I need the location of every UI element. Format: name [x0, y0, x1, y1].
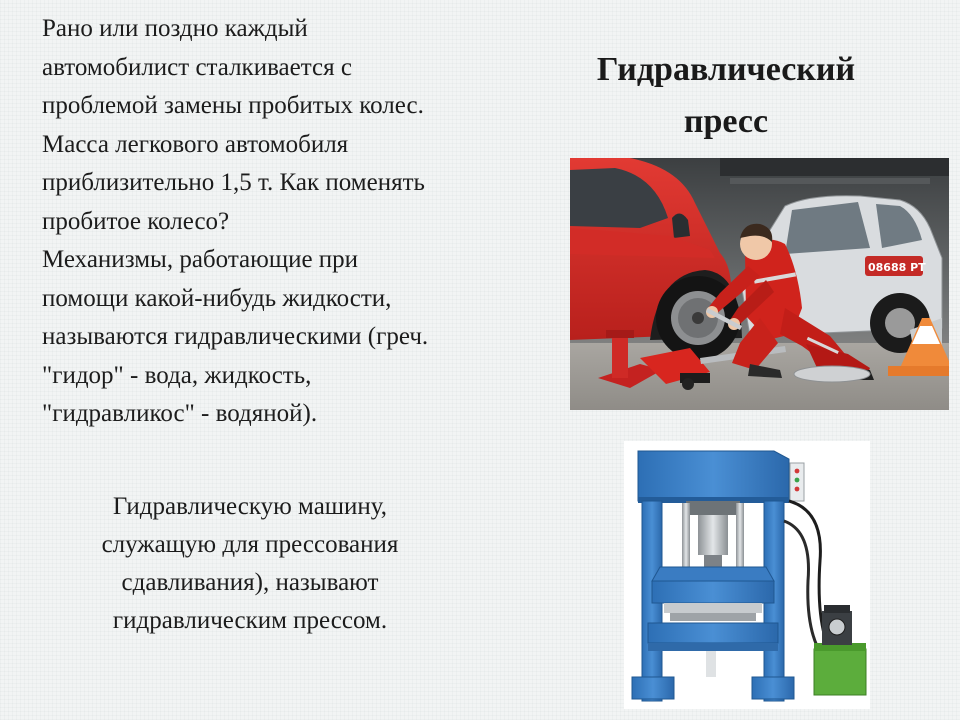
definition-line: гидравлическим прессом.	[112, 607, 388, 634]
intro-text	[42, 10, 552, 434]
definition-line: сдавливания), называют	[121, 569, 379, 596]
intro-line: помощи какой-нибудь жидкости,	[42, 284, 392, 312]
intro-line: автомобилист сталкивается с	[42, 53, 352, 81]
mechanic-changing-wheel-photo	[570, 158, 949, 410]
definition-line: Гидравлическую машину,	[112, 493, 388, 520]
title-line: Гидравлический	[596, 51, 856, 88]
intro-line: проблемой замены пробитых колес.	[42, 92, 424, 119]
title-line: пресс	[683, 103, 769, 140]
definition-line: служащую для прессования	[101, 531, 399, 558]
intro-line: "гидравликос" - водяной).	[42, 400, 318, 427]
intro-line: Механизмы, работающие при	[42, 246, 359, 273]
intro-line: приблизительно 1,5 т. Как поменять	[42, 169, 425, 196]
hydraulic-press-image	[624, 441, 870, 709]
slide-title	[556, 44, 896, 148]
definition-text	[30, 488, 470, 640]
car-plate-text: 08688 РТ	[868, 261, 926, 274]
intro-line: "гидор" - вода, жидкость,	[42, 361, 312, 389]
intro-line: Рано или поздно каждый	[42, 15, 308, 42]
intro-line: Масса легкового автомобиля	[42, 130, 349, 158]
intro-line: пробитое колесо?	[42, 207, 230, 235]
intro-line: называются гидравлическими (греч.	[42, 323, 429, 350]
